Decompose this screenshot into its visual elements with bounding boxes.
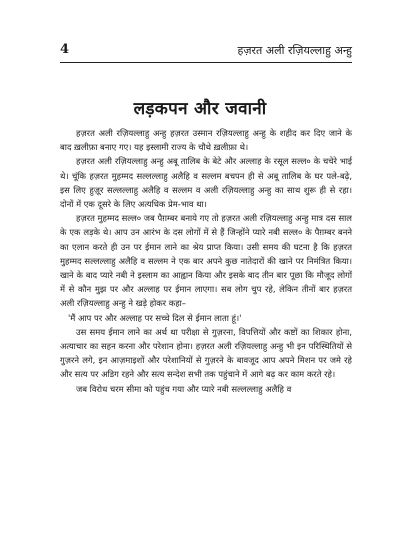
page-number: 4	[60, 42, 70, 57]
chapter-title: लड़कपन और जवानी	[133, 99, 267, 119]
page-header	[60, 42, 352, 60]
paragraph: हज़रत अली रज़ियल्लाहु अन्हु अबू तालिब के बेटे और अल्लाह के रसूल सल्ल० के चचेरे भाई थे। चूंकि हज़रत मुहम्मद सल्लल्लाहु अलैहि व सल्लम बचपन ही से अबू तालिब के घर पले-बढ़े, इस लिए हुज़ूर सल्लल्लाहु अलैहि व सल्लम व अली रज़ियल्लाहु अन्हु का साथ शुरू ही से रहा। दोनों में एक दूसरे के लिए अत्यधिक प्रेम-भाव था।	[60, 156, 352, 210]
paragraph: हज़रत अली रज़ियल्लाहु अन्हु हज़रत उस्मान रज़ियल्लाहु अन्हु के शहीद कर दिए जाने के बाद ख़लीफ़ा बनाए गए। यह इस्लामी राज्य के चौथे ख़लीफ़ा थे।	[60, 128, 352, 153]
paragraph: उस समय ईमान लाने का अर्थ था परीक्षा से गुज़रना, विपत्तियों और कष्टों का शिकार होना, अत्याचार का सहन करना और परेशान होना। हज़रत अली रज़ियल्लाहु अन्हु भी इन परिस्थितियों से गुज़रने लगे, इन आज़माइशों और परेशानियों से गुज़रने के बावजूद आप अपने मिशन पर जमे रहे और सत्य पर अडिग रहने और सत्य सन्देश सभी तक पहुंचाने में आगे बढ़ कर काम करते रहे।	[60, 326, 352, 380]
quotation: 'मैं आप पर और अल्लाह पर सच्चे दिल से ईमान लाता हूं।'	[68, 312, 242, 323]
running-head: हज़रत अली रज़ियल्लाहु अन्हु	[237, 44, 352, 57]
paragraph: जब विरोध चरम सीमा को पहुंच गया और प्यारे नबी सल्लल्लाहु अलैहि व	[76, 383, 292, 394]
body-text	[60, 126, 352, 396]
paragraph: हज़रत मुहम्मद सल्ल० जब पैग़म्बर बनाये गए तो हज़रत अली रज़ियल्लाहु अन्हु मात्र दस साल के एक लड़के थे। आप उन आरंभ के दस लोगों में से हैं जिन्होंने प्यारे नबी सल्ल० के पैग़म्बर बनने का एलान करते ही उन पर ईमान लाने का श्रेय प्राप्त किया। उसी समय की घटना है कि हज़रत मुहम्मद सल्लल्लाहु अलैहि व सल्लम ने एक बार अपने कुछ नातेदारों की खाने पर निमंत्रित किया। खाने के बाद प्यारे नबी ने इस्लाम का आह्वान किया और इसके बाद तीन बार पूछा कि मौजूद लोगों में से कौन मुझ पर और अल्लाह पर ईमान लाएगा। सब लोग चुप रहे, लेकिन तीनों बार हज़रत अली रज़ियल्लाहु अन्हु ने खड़े होकर कहा–	[60, 213, 352, 309]
header-rule	[60, 62, 352, 63]
